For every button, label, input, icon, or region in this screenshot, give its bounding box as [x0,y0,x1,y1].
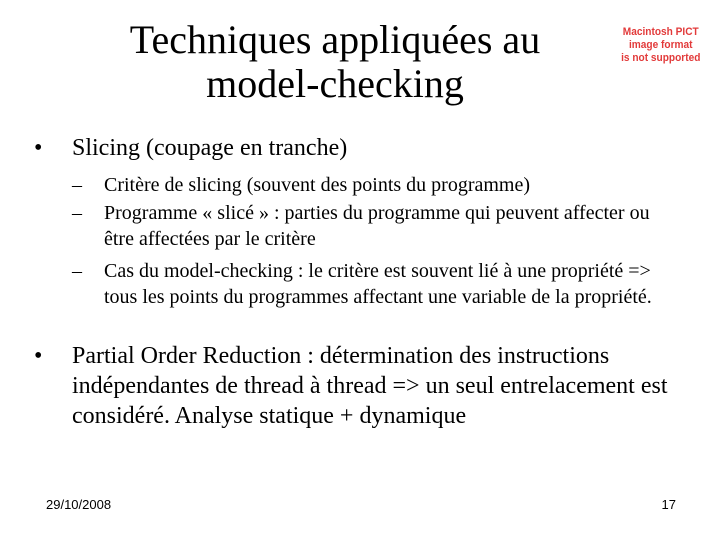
bullet-partial-order-reduction [30,341,670,431]
bullet-slicing [30,133,670,163]
subitem-marker: – [72,174,82,196]
subitem-text: Critère de slicing (souvent des points du programme) [104,174,531,196]
footer-page-number: 17 [661,497,676,512]
slide-title-line-1: Techniques appliquées au [129,17,541,62]
subitem-text: Programme « slicé » : parties du programme qui peuvent affecter ou être affectées par le critère [104,202,650,250]
subitem-text: Cas du model-checking : le critère est souvent lié à une propriété => tous les points du programmes affectant une variable de la propriété. [104,260,652,308]
placeholder-line-2: image format [628,39,693,51]
bullet-marker: • [34,135,43,161]
placeholder-line-1: Macintosh PICT [622,26,699,38]
unsupported-image-placeholder [612,26,710,65]
slide-title [60,18,610,106]
footer-date: 29/10/2008 [46,497,112,512]
subitem-programme-slice [72,200,672,252]
slide-title-line-2: model-checking [206,61,464,106]
bullet-marker: • [34,343,43,369]
bullet-text: Slicing (coupage en tranche) [72,135,348,161]
placeholder-line-3: is not supported [621,52,701,64]
bullet-text: Partial Order Reduction : détermination des instructions indépendantes de thread à thread => un seul entrelacement est considéré. Analyse statique + dynamique [72,343,668,429]
subitem-critere [72,172,672,198]
subitem-model-checking [72,258,672,310]
subitem-marker: – [72,260,82,282]
subitem-marker: – [72,202,82,224]
